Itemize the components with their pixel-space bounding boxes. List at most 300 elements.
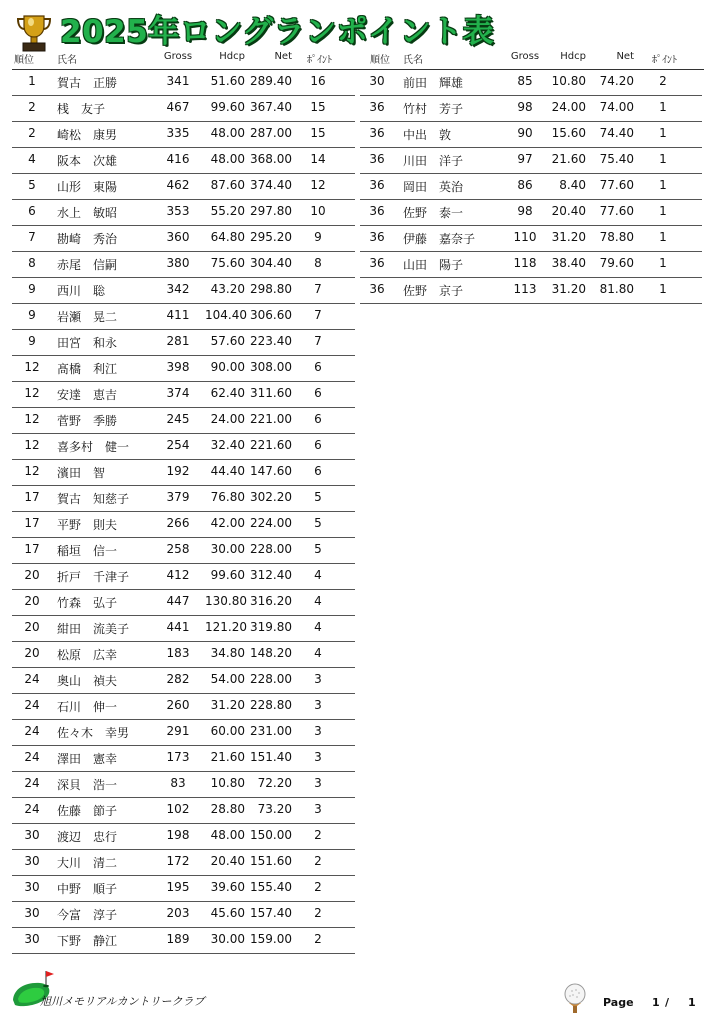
gross-cell: 173: [166, 750, 190, 764]
points-cell: 15: [310, 100, 326, 114]
club-name: 旭川メモリアルカントリークラブ: [40, 995, 205, 1008]
gross-cell: 441: [166, 620, 190, 634]
points-cell: 6: [314, 360, 322, 374]
net-cell: 306.60: [250, 308, 292, 322]
gross-cell: 203: [166, 906, 190, 920]
points-cell: 12: [310, 178, 326, 192]
points-cell: 1: [659, 152, 667, 166]
net-cell: 287.00: [250, 126, 292, 140]
col-gross-header: Gross: [163, 51, 193, 62]
gross-cell: 113: [513, 282, 537, 296]
points-cell: 7: [314, 334, 322, 348]
rank-cell: 30: [369, 74, 385, 88]
gross-cell: 85: [517, 74, 533, 88]
gross-cell: 98: [517, 100, 533, 114]
table-row: [0, 252, 717, 278]
points-cell: 9: [314, 230, 322, 244]
points-cell: 3: [314, 672, 322, 686]
name-cell: 菅野 季勝: [57, 414, 118, 428]
net-cell: 297.80: [250, 204, 292, 218]
net-cell: 319.80: [250, 620, 292, 634]
name-cell: 喜多村 健一: [57, 440, 130, 454]
table-row: [0, 902, 360, 928]
net-cell: 295.20: [250, 230, 292, 244]
name-cell: 折戸 千津子: [57, 570, 130, 584]
table-row: [0, 668, 360, 694]
hdcp-cell: 31.20: [551, 230, 586, 244]
hdcp-cell: 20.40: [210, 854, 245, 868]
hdcp-cell: 8.40: [559, 178, 586, 192]
gross-cell: 254: [166, 438, 190, 452]
net-cell: 228.80: [250, 698, 292, 712]
name-cell: 山形 東陽: [57, 180, 118, 194]
hdcp-cell: 57.60: [210, 334, 245, 348]
rank-cell: 9: [28, 308, 36, 322]
hdcp-cell: 51.60: [210, 74, 245, 88]
col-rank-header: 順位: [14, 55, 34, 66]
rank-cell: 20: [24, 568, 40, 582]
name-cell: 今富 淳子: [57, 908, 118, 922]
rank-cell: 24: [24, 724, 40, 738]
hdcp-cell: 48.00: [210, 152, 245, 166]
table-row: [0, 824, 360, 850]
name-cell: 中出 敦: [403, 128, 452, 142]
hdcp-cell: 34.80: [210, 646, 245, 660]
net-cell: 75.40: [599, 152, 634, 166]
rank-cell: 17: [24, 490, 40, 504]
gross-cell: 83: [170, 776, 186, 790]
rank-cell: 24: [24, 750, 40, 764]
gross-cell: 118: [513, 256, 537, 270]
table-row: [0, 772, 360, 798]
table-row: [0, 564, 360, 590]
name-cell: 渡辺 忠行: [57, 830, 118, 844]
gross-cell: 198: [166, 828, 190, 842]
rank-cell: 20: [24, 620, 40, 634]
gross-cell: 245: [166, 412, 190, 426]
net-cell: 74.40: [599, 126, 634, 140]
points-cell: 2: [314, 880, 322, 894]
gross-cell: 90: [517, 126, 533, 140]
hdcp-cell: 42.00: [210, 516, 245, 530]
gross-cell: 379: [166, 490, 190, 504]
rank-cell: 20: [24, 594, 40, 608]
hdcp-cell: 87.60: [210, 178, 245, 192]
points-cell: 14: [310, 152, 326, 166]
points-cell: 3: [314, 776, 322, 790]
points-cell: 3: [314, 698, 322, 712]
table-row: [0, 746, 360, 772]
net-cell: 221.00: [250, 412, 292, 426]
gross-cell: 282: [166, 672, 190, 686]
table-row: [0, 642, 360, 668]
points-cell: 6: [314, 386, 322, 400]
rank-cell: 4: [28, 152, 36, 166]
hdcp-cell: 76.80: [210, 490, 245, 504]
rank-cell: 36: [369, 100, 385, 114]
points-cell: 6: [314, 438, 322, 452]
net-cell: 147.60: [250, 464, 292, 478]
gross-cell: 447: [166, 594, 190, 608]
net-cell: 221.60: [250, 438, 292, 452]
name-cell: 澤田 憲幸: [57, 752, 118, 766]
gross-cell: 398: [166, 360, 190, 374]
page-title: 2025年ロングランポイント表: [60, 14, 495, 50]
trophy-icon: [13, 12, 55, 54]
net-cell: 77.60: [599, 178, 634, 192]
gross-cell: 291: [166, 724, 190, 738]
points-cell: 1: [659, 126, 667, 140]
rank-cell: 36: [369, 282, 385, 296]
name-cell: 伊藤 嘉奈子: [403, 232, 476, 246]
table-row: [0, 148, 717, 174]
hdcp-cell: 24.00: [551, 100, 586, 114]
points-cell: 16: [310, 74, 326, 88]
table-row: [0, 928, 360, 954]
hdcp-cell: 130.80: [205, 594, 247, 608]
col-rank-header: 順位: [370, 55, 390, 66]
hdcp-cell: 48.00: [210, 126, 245, 140]
rank-cell: 30: [24, 932, 40, 946]
hdcp-cell: 15.60: [551, 126, 586, 140]
rank-cell: 36: [369, 256, 385, 270]
points-cell: 1: [659, 100, 667, 114]
net-cell: 74.20: [599, 74, 634, 88]
name-cell: 佐野 京子: [403, 284, 464, 298]
table-row: [0, 850, 360, 876]
name-cell: 賀古 知慈子: [57, 492, 130, 506]
name-cell: 奥山 禎夫: [57, 674, 118, 688]
net-cell: 228.00: [250, 672, 292, 686]
name-cell: 深貝 浩一: [57, 778, 118, 792]
name-cell: 松原 広幸: [57, 648, 118, 662]
hdcp-cell: 62.40: [210, 386, 245, 400]
gross-cell: 380: [166, 256, 190, 270]
gross-cell: 462: [166, 178, 190, 192]
points-cell: 5: [314, 516, 322, 530]
rank-cell: 1: [28, 74, 36, 88]
table-row: [0, 278, 717, 304]
rank-cell: 30: [24, 906, 40, 920]
points-cell: 3: [314, 750, 322, 764]
net-cell: 151.60: [250, 854, 292, 868]
points-cell: 4: [314, 594, 322, 608]
page-number: 1: [652, 996, 660, 1009]
gross-cell: 260: [166, 698, 190, 712]
points-cell: 10: [310, 204, 326, 218]
name-cell: 賀古 正勝: [57, 76, 118, 90]
hdcp-cell: 30.00: [210, 542, 245, 556]
points-cell: 2: [314, 906, 322, 920]
gross-cell: 341: [166, 74, 190, 88]
name-cell: 平野 則夫: [57, 518, 118, 532]
page-separator: /: [665, 996, 670, 1009]
rank-cell: 8: [28, 256, 36, 270]
rank-cell: 30: [24, 854, 40, 868]
points-cell: 3: [314, 724, 322, 738]
rank-cell: 5: [28, 178, 36, 192]
points-cell: 8: [314, 256, 322, 270]
net-cell: 159.00: [250, 932, 292, 946]
col-name-header: 氏名: [57, 55, 77, 66]
rank-cell: 12: [24, 412, 40, 426]
net-cell: 155.40: [250, 880, 292, 894]
name-cell: 石川 伸一: [57, 700, 118, 714]
net-cell: 302.20: [250, 490, 292, 504]
col-hdcp-header: Hdcp: [560, 51, 586, 62]
rank-cell: 12: [24, 464, 40, 478]
name-cell: 安達 恵吉: [57, 388, 118, 402]
net-cell: 228.00: [250, 542, 292, 556]
rank-cell: 12: [24, 438, 40, 452]
table-row: [0, 174, 717, 200]
gross-cell: 110: [513, 230, 537, 244]
net-cell: 298.80: [250, 282, 292, 296]
table-row: [0, 382, 360, 408]
hdcp-cell: 121.20: [205, 620, 247, 634]
rank-cell: 12: [24, 360, 40, 374]
points-cell: 1: [659, 204, 667, 218]
name-cell: 西川 聡: [57, 284, 106, 298]
gross-cell: 416: [166, 152, 190, 166]
gross-cell: 360: [166, 230, 190, 244]
table-row: [0, 590, 360, 616]
hdcp-cell: 99.60: [210, 100, 245, 114]
rank-cell: 30: [24, 880, 40, 894]
table-row: [0, 304, 360, 330]
points-cell: 7: [314, 282, 322, 296]
gross-cell: 172: [166, 854, 190, 868]
hdcp-cell: 38.40: [551, 256, 586, 270]
points-cell: 6: [314, 412, 322, 426]
table-row: [0, 434, 360, 460]
table-row: [0, 96, 717, 122]
hdcp-cell: 60.00: [210, 724, 245, 738]
net-cell: 77.60: [599, 204, 634, 218]
gross-cell: 192: [166, 464, 190, 478]
net-cell: 148.20: [250, 646, 292, 660]
table-header-right: [0, 51, 717, 67]
net-cell: 79.60: [599, 256, 634, 270]
hdcp-cell: 31.20: [210, 698, 245, 712]
hdcp-cell: 39.60: [210, 880, 245, 894]
net-cell: 73.20: [257, 802, 292, 816]
net-cell: 374.40: [250, 178, 292, 192]
page-label: Page: [603, 996, 634, 1009]
name-cell: 田宮 和永: [57, 336, 118, 350]
col-name-header: 氏名: [403, 55, 423, 66]
points-cell: 2: [314, 828, 322, 842]
table-row: [0, 122, 717, 148]
rank-cell: 12: [24, 386, 40, 400]
name-cell: 稲垣 信一: [57, 544, 118, 558]
net-cell: 81.80: [599, 282, 634, 296]
net-cell: 311.60: [250, 386, 292, 400]
gross-cell: 281: [166, 334, 190, 348]
hdcp-cell: 28.80: [210, 802, 245, 816]
name-cell: 山田 陽子: [403, 258, 464, 272]
points-cell: 1: [659, 282, 667, 296]
points-cell: 15: [310, 126, 326, 140]
rank-cell: 6: [28, 204, 36, 218]
rank-cell: 24: [24, 802, 40, 816]
rank-cell: 2: [28, 100, 36, 114]
net-cell: 151.40: [250, 750, 292, 764]
rank-cell: 36: [369, 178, 385, 192]
table-row: [0, 70, 717, 96]
table-row: [0, 356, 360, 382]
name-cell: 赤尾 信嗣: [57, 258, 118, 272]
points-cell: 1: [659, 178, 667, 192]
net-cell: 289.40: [250, 74, 292, 88]
table-row: [0, 720, 360, 746]
table-row: [0, 694, 360, 720]
gross-cell: 86: [517, 178, 533, 192]
hdcp-cell: 55.20: [210, 204, 245, 218]
hdcp-cell: 10.80: [551, 74, 586, 88]
name-cell: 水上 敏昭: [57, 206, 118, 220]
col-gross-header: Gross: [510, 51, 540, 62]
net-cell: 312.40: [250, 568, 292, 582]
table-row: [0, 798, 360, 824]
hdcp-cell: 45.60: [210, 906, 245, 920]
hdcp-cell: 10.80: [210, 776, 245, 790]
name-cell: 岡田 英治: [403, 180, 464, 194]
points-cell: 4: [314, 620, 322, 634]
hdcp-cell: 48.00: [210, 828, 245, 842]
gross-cell: 266: [166, 516, 190, 530]
rank-cell: 9: [28, 282, 36, 296]
rank-cell: 24: [24, 776, 40, 790]
gross-cell: 189: [166, 932, 190, 946]
name-cell: 中野 順子: [57, 882, 118, 896]
name-cell: 勘崎 秀治: [57, 232, 118, 246]
rank-cell: 7: [28, 230, 36, 244]
table-row: [0, 616, 360, 642]
col-net-header: Net: [274, 51, 292, 62]
name-cell: 竹村 芳子: [403, 102, 464, 116]
gross-cell: 98: [517, 204, 533, 218]
gross-cell: 102: [166, 802, 190, 816]
name-cell: 紺田 流美子: [57, 622, 130, 636]
gross-cell: 335: [166, 126, 190, 140]
col-points-header: ﾎﾟｲﾝﾄ: [307, 55, 332, 66]
gross-cell: 258: [166, 542, 190, 556]
hdcp-cell: 90.00: [210, 360, 245, 374]
hdcp-cell: 43.20: [210, 282, 245, 296]
gross-cell: 411: [166, 308, 190, 322]
rank-cell: 24: [24, 698, 40, 712]
net-cell: 223.40: [250, 334, 292, 348]
rank-cell: 36: [369, 126, 385, 140]
net-cell: 231.00: [250, 724, 292, 738]
rank-cell: 17: [24, 516, 40, 530]
table-row: [0, 538, 360, 564]
hdcp-cell: 44.40: [210, 464, 245, 478]
table-row: [0, 226, 717, 252]
hdcp-cell: 30.00: [210, 932, 245, 946]
points-cell: 5: [314, 542, 322, 556]
points-cell: 7: [314, 308, 322, 322]
name-cell: 崎松 康男: [57, 128, 118, 142]
name-cell: 岩瀬 晃二: [57, 310, 118, 324]
name-cell: 阪本 次雄: [57, 154, 118, 168]
net-cell: 368.00: [250, 152, 292, 166]
points-cell: 6: [314, 464, 322, 478]
rank-cell: 17: [24, 542, 40, 556]
gross-cell: 183: [166, 646, 190, 660]
hdcp-cell: 104.40: [205, 308, 247, 322]
gross-cell: 467: [166, 100, 190, 114]
table-row: [0, 486, 360, 512]
hdcp-cell: 21.60: [551, 152, 586, 166]
points-cell: 1: [659, 256, 667, 270]
table-row: [0, 876, 360, 902]
net-cell: 72.20: [257, 776, 292, 790]
points-cell: 3: [314, 802, 322, 816]
net-cell: 308.00: [250, 360, 292, 374]
net-cell: 78.80: [599, 230, 634, 244]
rank-cell: 36: [369, 152, 385, 166]
hdcp-cell: 99.60: [210, 568, 245, 582]
gross-cell: 195: [166, 880, 190, 894]
net-cell: 316.20: [250, 594, 292, 608]
points-cell: 2: [314, 854, 322, 868]
hdcp-cell: 54.00: [210, 672, 245, 686]
hdcp-cell: 24.00: [210, 412, 245, 426]
name-cell: 前田 輝雄: [403, 76, 464, 90]
points-cell: 2: [659, 74, 667, 88]
name-cell: 下野 静江: [57, 934, 118, 948]
name-cell: 髙橋 利江: [57, 362, 118, 376]
hdcp-cell: 31.20: [551, 282, 586, 296]
points-cell: 1: [659, 230, 667, 244]
col-points-header: ﾎﾟｲﾝﾄ: [652, 55, 677, 66]
net-cell: 157.40: [250, 906, 292, 920]
col-net-header: Net: [616, 51, 634, 62]
rank-cell: 20: [24, 646, 40, 660]
hdcp-cell: 21.60: [210, 750, 245, 764]
points-cell: 4: [314, 568, 322, 582]
points-cell: 5: [314, 490, 322, 504]
rank-cell: 36: [369, 230, 385, 244]
name-cell: 大川 清二: [57, 856, 118, 870]
name-cell: 佐々木 幸男: [57, 726, 130, 740]
table-row: [0, 460, 360, 486]
hdcp-cell: 64.80: [210, 230, 245, 244]
name-cell: 桟 友子: [57, 102, 106, 116]
net-cell: 304.40: [250, 256, 292, 270]
rank-cell: 36: [369, 204, 385, 218]
rank-cell: 2: [28, 126, 36, 140]
name-cell: 濱田 智: [57, 466, 106, 480]
gross-cell: 97: [517, 152, 533, 166]
table-row: [0, 330, 360, 356]
rank-cell: 30: [24, 828, 40, 842]
hdcp-cell: 20.40: [551, 204, 586, 218]
gross-cell: 374: [166, 386, 190, 400]
table-row: [0, 408, 360, 434]
name-cell: 佐野 泰一: [403, 206, 464, 220]
rank-cell: 9: [28, 334, 36, 348]
name-cell: 川田 洋子: [403, 154, 464, 168]
net-cell: 224.00: [250, 516, 292, 530]
name-cell: 佐藤 節子: [57, 804, 118, 818]
golf-ball-icon: [562, 982, 588, 1016]
name-cell: 竹森 弘子: [57, 596, 118, 610]
gross-cell: 412: [166, 568, 190, 582]
gross-cell: 353: [166, 204, 190, 218]
